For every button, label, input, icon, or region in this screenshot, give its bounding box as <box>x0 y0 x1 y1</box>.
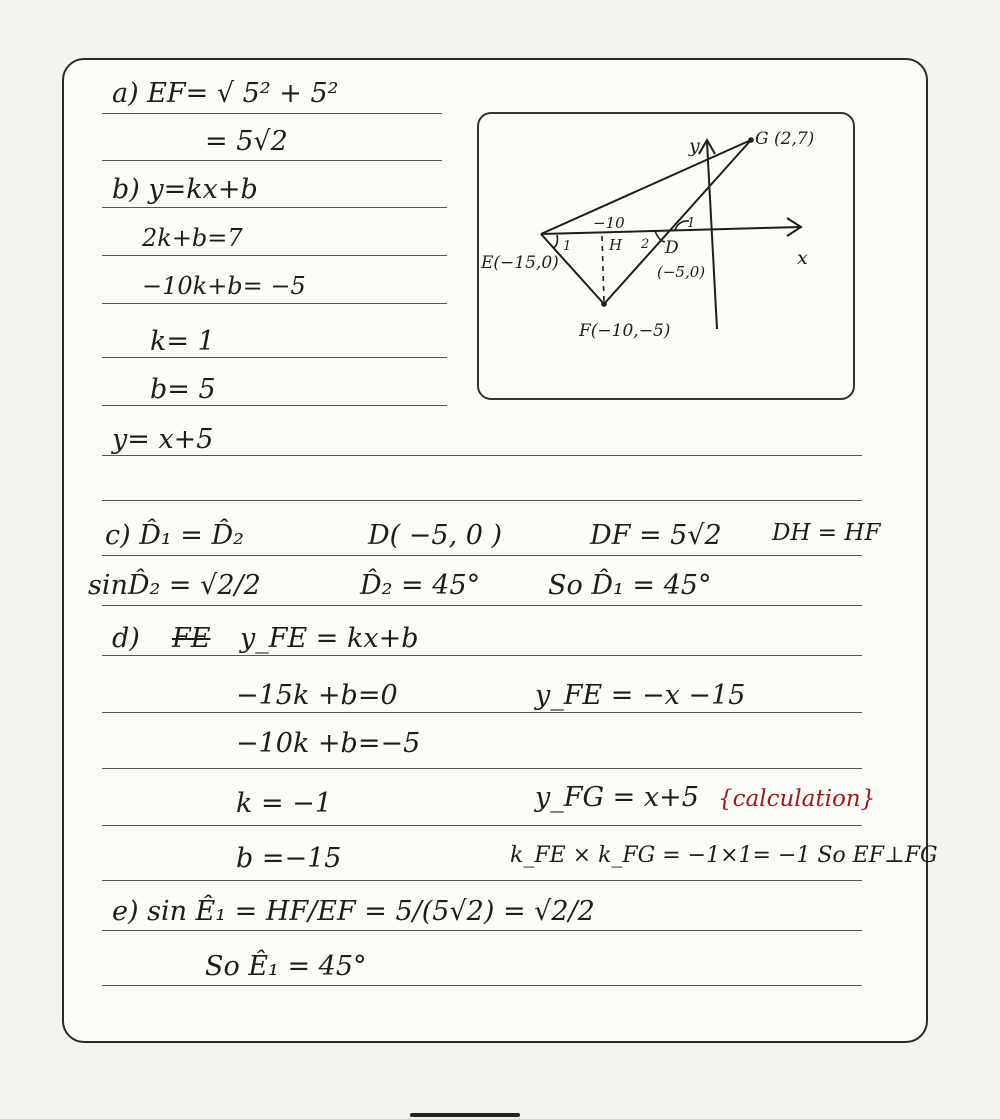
part-b-equation-1: 2k+b=7 <box>142 224 243 252</box>
part-d-solution-b: b =−15 <box>236 843 342 874</box>
point-g-dot <box>748 137 754 143</box>
point-g-label: G (2,7) <box>755 129 815 149</box>
graph-sketch <box>479 114 853 398</box>
rule-line <box>102 930 862 931</box>
segment-fh-dashed <box>602 236 604 302</box>
part-b-line-1: b) y=kx+b <box>112 174 258 205</box>
part-e-conclusion: So Ê₁ = 45° <box>205 951 367 982</box>
rule-line <box>102 405 447 406</box>
rule-line <box>102 655 862 656</box>
rule-line <box>102 455 862 456</box>
part-b-solution-k: k= 1 <box>150 326 215 357</box>
rule-line <box>102 113 442 114</box>
part-d-struck-text: FE <box>172 623 211 654</box>
part-d-line-fe: y_FE = kx+b <box>240 623 419 654</box>
part-b-equation-2: −10k+b= −5 <box>142 272 306 300</box>
point-f-dot <box>601 301 607 307</box>
part-d-label: d) <box>112 623 140 654</box>
part-c-conclusion: So D̂₁ = 45° <box>548 570 712 601</box>
rule-line <box>102 985 862 986</box>
y-axis-label: y <box>689 135 700 157</box>
part-c-sine: sinD̂₂ = √2/2 <box>88 570 261 601</box>
part-c-dh-hf: DH = HF <box>772 520 881 546</box>
point-d-coordinates: (−5,0) <box>657 263 706 281</box>
part-d-equation-2: −10k +b=−5 <box>236 728 421 759</box>
rule-line <box>102 500 862 501</box>
part-d-result-fg: y_FG = x+5 <box>535 782 699 813</box>
rule-line <box>102 207 447 208</box>
part-c-df-length: DF = 5√2 <box>590 520 722 551</box>
rule-line <box>102 160 442 161</box>
rule-line <box>102 255 447 256</box>
x-axis-label: x <box>797 247 808 269</box>
part-d-equation-1: −15k +b=0 <box>236 680 398 711</box>
scan-edge-mark <box>410 1113 520 1117</box>
angle-label-d2: 2 <box>641 237 650 252</box>
part-d-solution-k: k = −1 <box>236 788 332 819</box>
rule-line <box>102 357 447 358</box>
part-d-perpendicular: k_FE × k_FG = −1×1= −1 So EF⊥FG <box>510 843 938 868</box>
part-a-line-1: a) EF= √ 5² + 5² <box>112 78 339 109</box>
part-b-solution-b: b= 5 <box>150 374 216 405</box>
rule-line <box>102 555 862 556</box>
part-b-result: y= x+5 <box>112 424 214 455</box>
tick-label-neg10: −10 <box>593 214 625 232</box>
graph-sketch-box <box>477 112 855 400</box>
point-d-label: D <box>665 238 679 258</box>
part-c-angles-equal: c) D̂₁ = D̂₂ <box>105 520 244 551</box>
angle-label-d1: 1 <box>687 216 696 231</box>
rule-line <box>102 880 862 881</box>
rule-line <box>102 605 862 606</box>
part-e-sine: e) sin Ê₁ = HF/EF = 5/(5√2) = √2/2 <box>112 896 595 927</box>
angle-label-e1: 1 <box>563 239 572 254</box>
part-a-line-2: = 5√2 <box>205 126 288 157</box>
rule-line <box>102 768 862 769</box>
rule-line <box>102 712 862 713</box>
calculation-note: {calculation} <box>718 786 876 812</box>
rule-line <box>102 825 862 826</box>
point-e-label: E(−15,0) <box>481 253 559 273</box>
part-c-point-d: D( −5, 0 ) <box>368 520 503 551</box>
angle-mark-e <box>553 235 558 248</box>
part-c-angle-d2: D̂₂ = 45° <box>360 570 481 601</box>
y-axis-line <box>707 142 717 329</box>
point-f-label: F(−10,−5) <box>579 321 671 341</box>
part-d-result-fe: y_FE = −x −15 <box>535 680 746 711</box>
point-h-label: H <box>609 236 623 254</box>
segment-eg <box>541 140 751 234</box>
rule-line <box>102 303 447 304</box>
